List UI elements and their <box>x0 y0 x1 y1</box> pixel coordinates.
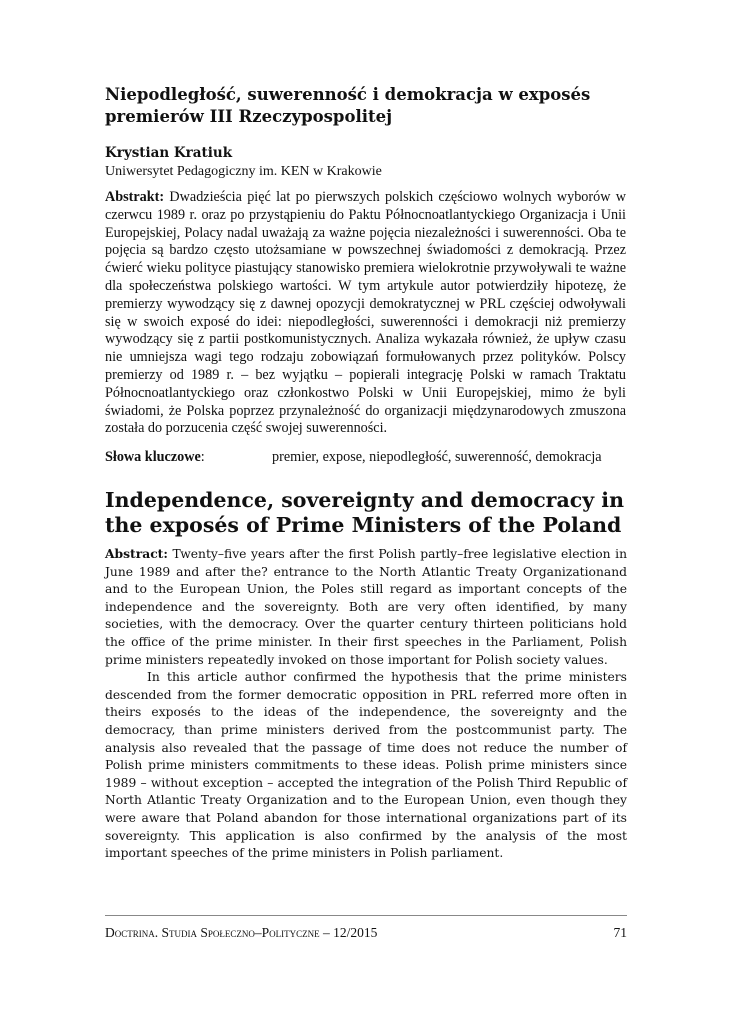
polish-abstract-text: Dwadzieścia pięć lat po pierwszych polskich częściowo wolnych wyborów w czerwcu 1989 r. oraz po przystąpieniu do Paktu Północnoatlantyckiego Organizacja i Unii Europejskiej, Polacy nadal uważają za ważne pojęcia niezależności i suwerenności. Oba te pojęcia są bardzo często utożsamiane w powszechnej świadomości z demokracją. Przez ćwierć wieku polityce piastujący stanowisko premiera wielokrotnie przywoływali te ważne dla społeczeństwa polskiego wartości. W tym artykule autor potwierdziły hipotezę, że premierzy wywodzący się z dawnej opozycji demokratycznej w PRL częściej odwoływali się w swoich exposé do idei: niepodległości, suwerenności i demokracji niż premierzy wywodzący się z partii postkomunistycznych. Analiza wykazała również, że upływ czasu nie umniejsza wagi tego rodzaju zobowiązań formułowanych przez polityków. Polscy premierzy od 1989 r. – bez wyjątku – popierali integrację Polski w ramach Traktatu Północnoatlantyckiego oraz członkostwo Polski w Unii Europejskiej, mimo że byli świadomi, że Polska poprzez przynależność do organizacji międzynarodowych zmuszona została do porzucenia część swojej suwerenności. <box>105 189 627 437</box>
english-abstract-label: Abstract: <box>105 546 168 561</box>
english-article-title: Independence, sovereignty and democracy in the exposés of Prime Ministers of the Poland <box>105 488 624 537</box>
polish-article-title: Niepodległość, suwerenność i demokracja w exposés premierów III Rzeczypospolitej <box>105 85 591 126</box>
keywords-label <box>105 448 205 466</box>
english-abstract-paragraph-1 <box>105 545 627 669</box>
keywords-list: premier, expose, niepodległość, suwerenność, demokracja <box>272 449 602 465</box>
footer-journal-name: Doctrina. Studia Społeczno–Polityczne – 12/2015 <box>105 925 378 940</box>
footer-rule <box>105 915 627 916</box>
polish-abstract-label: Abstrakt: <box>105 189 165 205</box>
author-name: Krystian Kratiuk <box>105 145 233 161</box>
english-abstract-paragraph-1-text: Twenty–five years after the first Polish partly–free legislative election in June 1989 and after the? entrance to the North Atlantic Treaty Organizationand and to the European Union, the Poles still regard as important concepts of the independence and the sovereignty. Both are very often identified, by many societies, with the democracy. Over the quarter century thirteen politicians hold the office of the prime minister. In their first speeches in the Parliament, Polish prime ministers repeatedly invoked on those important for Polish society values. <box>105 547 627 667</box>
english-abstract <box>105 545 627 863</box>
footer-page-number: 71 <box>613 925 627 940</box>
keywords-label-text: Słowa kluczowe <box>105 449 201 465</box>
author-affiliation: Uniwersytet Pedagogiczny im. KEN w Krakowie <box>105 164 382 179</box>
keywords-colon: : <box>200 449 205 465</box>
polish-abstract <box>105 189 626 438</box>
english-abstract-paragraph-2: In this article author confirmed the hypothesis that the prime ministers descended from the former democratic opposition in PRL referred more often in theirs exposés to the ideas of the independence, the sovereignty and the democracy, than prime ministers derived from the postcommunist party. The analysis also revealed that the passage of time does not reduce the number of Polish prime ministers commitments to these ideas. Polish prime ministers since 1989 – without exception – accepted the integration of the Polish Third Republic of North Atlantic Treaty Organization and to the European Union, even though they were aware that Poland abandon for those international organizations part of its sovereignty. This application is also confirmed by the analysis of the most important speeches of the prime ministers in Polish parliament. <box>105 670 627 861</box>
